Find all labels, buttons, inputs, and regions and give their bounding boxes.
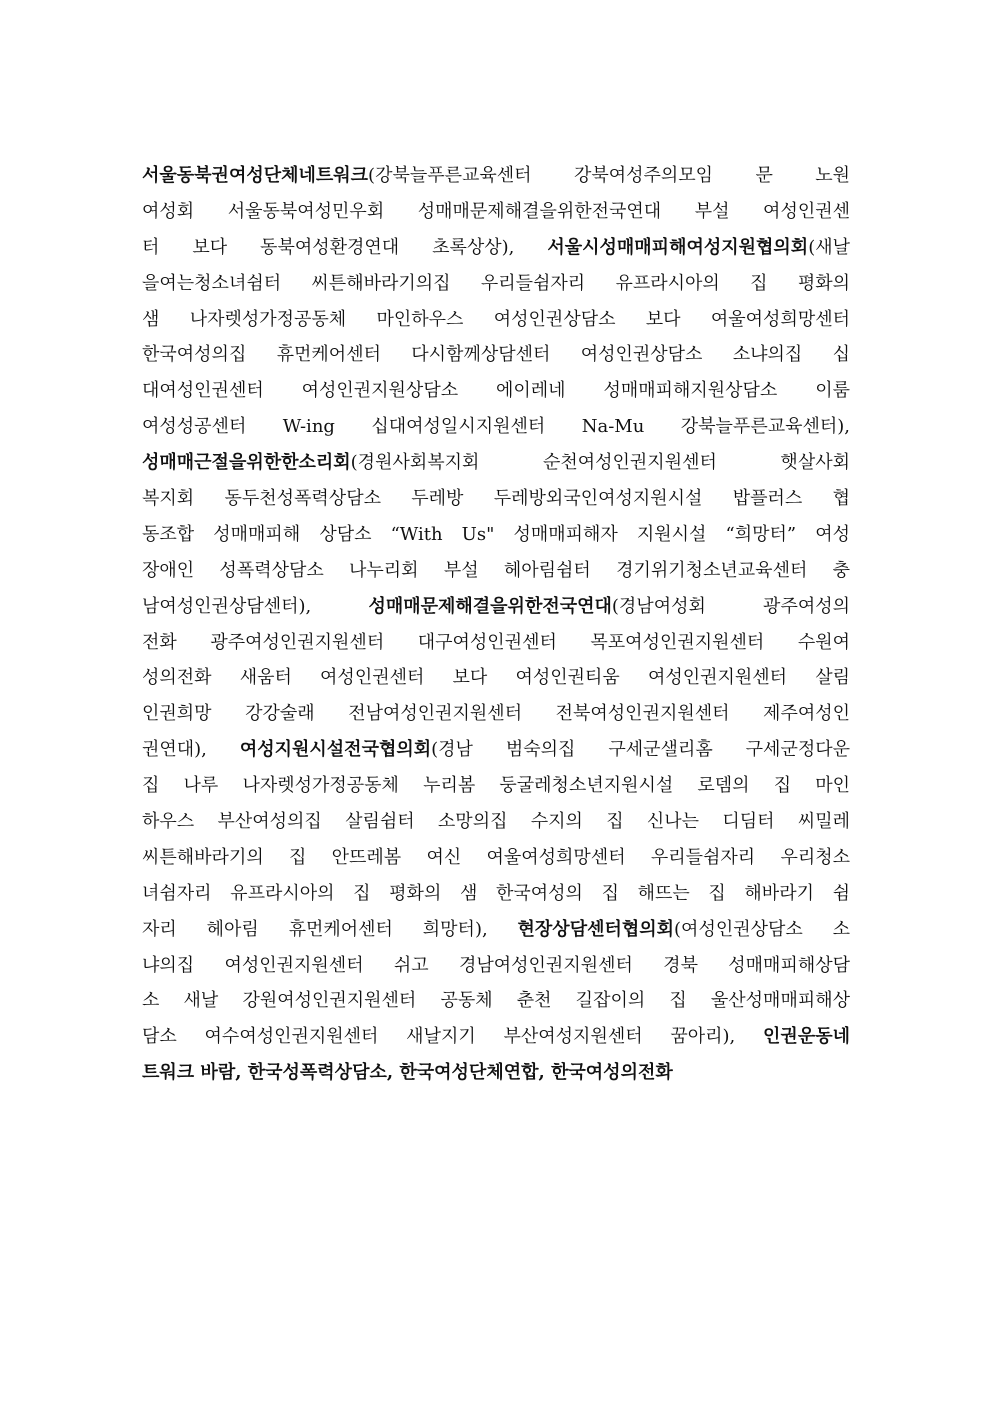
member-list-text: 집 나루 나자렛성가정공동체 누리봄 둥굴레청소년지원시설 로뎀의 집 마인: [142, 775, 850, 797]
member-list-text: 동조합 성매매피해 상담소 “With Us" 성매매피해자 지원시설 “희망터” 여성: [142, 523, 850, 545]
organization-name: 여성지원시설전국협의회: [239, 739, 432, 761]
member-list-text: 전화 광주여성인권지원센터 대구여성인권센터 목포여성인권지원센터 수원여: [142, 631, 850, 653]
member-list-text: 하우스 부산여성의집 살림쉼터 소망의집 수지의 집 신나는 디딤터 씨밀레: [142, 811, 850, 833]
text-line: [142, 230, 850, 266]
text-line: [142, 373, 850, 409]
member-list-text: 샘 나자렛성가정공동체 마인하우스 여성인권상담소 보다 여울여성희망센터: [142, 308, 850, 330]
text-line: [142, 445, 850, 481]
member-list-text: 여성회 서울동북여성민우회 성매매문제해결을위한전국연대 부설 여성인권센: [142, 200, 850, 222]
organization-name: 인권운동네: [763, 1026, 850, 1048]
member-list-text: 을여는청소녀쉼터 씨튼해바라기의집 우리들쉼자리 유프라시아의 집 평화의: [142, 272, 850, 294]
member-list-text: 성의전화 새움터 여성인권센터 보다 여성인권티움 여성인권지원센터 살림: [142, 667, 850, 689]
text-line: [142, 158, 850, 194]
member-list-text: 한국여성의집 휴먼케어센터 다시함께상담센터 여성인권상담소 소냐의집 십: [142, 344, 850, 366]
member-list-text: (여성인권상담소 소: [674, 918, 850, 940]
text-line: [142, 266, 850, 302]
member-list-text: 장애인 성폭력상담소 나누리회 부설 헤아림쉼터 경기위기청소년교육센터 충: [142, 559, 850, 581]
text-line: [142, 876, 850, 912]
member-list-text: (강북늘푸른교육센터 강북여성주의모임 문 노원: [368, 165, 850, 186]
member-list-text: 소 새날 강원여성인권지원센터 공동체 춘천 길잡이의 집 울산성매매피해상: [142, 990, 850, 1012]
member-list-text: (경원사회복지회 순천여성인권지원센터 햇살사회: [350, 452, 850, 474]
member-list-text: 여성성공센터 W-ing 십대여성일시지원센터 Na-Mu 강북늘푸른교육센터),: [142, 416, 850, 438]
text-line: [142, 337, 850, 373]
text-line: [142, 625, 850, 661]
member-list-text: 남여성인권상담센터),: [142, 595, 369, 617]
text-line: [142, 660, 850, 696]
member-list-text: 자리 헤아림 휴먼케어센터 희망터),: [142, 918, 518, 940]
text-line: [142, 589, 850, 625]
text-line: [142, 804, 850, 840]
member-list-text: 씨튼해바라기의 집 안뜨레봄 여신 여울여성희망센터 우리들쉼자리 우리청소: [142, 846, 850, 868]
member-list-text: 터 보다 동북여성환경연대 초록상상),: [142, 236, 548, 258]
text-line: [142, 409, 850, 445]
member-list-text: 복지회 동두천성폭력상담소 두레방 두레방외국인여성지원시설 밥플러스 협: [142, 488, 850, 510]
text-line: [142, 696, 850, 732]
member-list-text: 냐의집 여성인권지원센터 쉬고 경남여성인권지원센터 경북 성매매피해상담: [142, 954, 850, 976]
text-line: [142, 1055, 850, 1091]
text-line: [142, 517, 850, 553]
text-line: [142, 768, 850, 804]
organization-name: 서울시성매매피해여성지원협의회: [547, 236, 809, 258]
text-line: [142, 732, 850, 768]
organization-name: 서울동북권여성단체네트워크: [142, 165, 369, 186]
text-line: [142, 912, 850, 948]
text-line: [142, 948, 850, 984]
text-line: [142, 553, 850, 589]
organization-name: 현장상담센터협의회: [517, 918, 675, 940]
text-line: [142, 481, 850, 517]
organization-name: 성매매근절을위한한소리회: [142, 452, 351, 474]
organization-name: 성매매문제해결을위한전국연대: [368, 595, 612, 617]
member-list-text: (경남여성회 광주여성의: [611, 595, 850, 617]
text-line: [142, 1019, 850, 1055]
member-list-text: (새날: [808, 236, 850, 258]
text-line: [142, 983, 850, 1019]
member-list-text: 대여성인권센터 여성인권지원상담소 에이레네 성매매피해지원상담소 이룸: [142, 380, 850, 402]
member-list-text: (경남 범숙의집 구세군샐리홈 구세군정다운: [431, 739, 850, 761]
member-list-text: 녀쉼자리 유프라시아의 집 평화의 샘 한국여성의 집 해뜨는 집 해바라기 쉼: [142, 882, 850, 904]
member-list-text: 인권희망 강강술래 전남여성인권지원센터 전북여성인권지원센터 제주여성인: [142, 703, 850, 725]
member-list-text: 권연대),: [142, 739, 240, 761]
member-list-text: 담소 여수여성인권지원센터 새날지기 부산여성지원센터 꿈아리),: [142, 1026, 764, 1048]
text-line: [142, 302, 850, 338]
text-line: [142, 194, 850, 230]
organization-list-paragraph: [142, 158, 850, 1091]
text-line: [142, 840, 850, 876]
organization-name: 트워크 바람, 한국성폭력상담소, 한국여성단체연합, 한국여성의전화: [142, 1062, 673, 1084]
